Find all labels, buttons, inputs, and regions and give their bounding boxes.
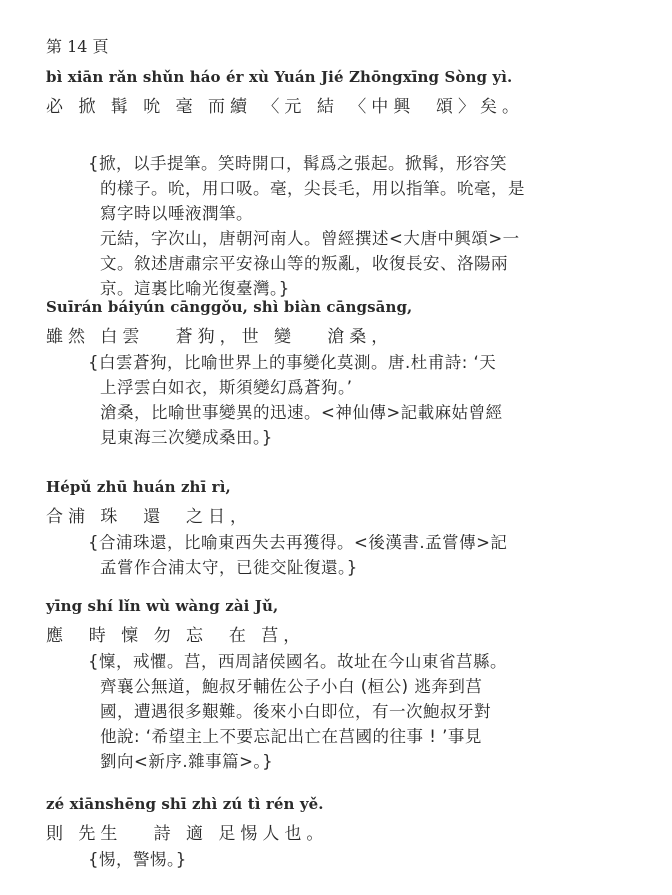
annotation-line: 的樣子。吮，用口吸。毫，尖長毛，用以指筆。吮毫，是 (100, 179, 525, 198)
annotation-line: 他說: ‘希望主上不要忘記出亡在莒國的往事 ! ’事見 (100, 727, 482, 746)
annotation-line: 孟嘗作合浦太守，已徙交阯復還。} (100, 558, 358, 577)
pinyin-line: bì xiān rǎn shǔn háo ér xù Yuán Jié Zhōngxīng Sòng yì. (46, 68, 513, 86)
annotation (88, 530, 648, 580)
annotation (88, 847, 648, 872)
annotation-line: 齊襄公無道，鮑叔牙輔佐公子小白 (桓公) 逃奔到莒 (100, 677, 483, 696)
hanzi-line: 合浦 珠 還 之日， (46, 507, 253, 527)
annotation-line: 國，遭遇很多艱難。後來小白即位，有一次鮑叔牙對 (100, 702, 491, 721)
annotation-line: 文。敘述唐肅宗平安祿山等的叛亂，收復長安、洛陽兩 (100, 254, 508, 273)
annotation-line: 寫字時以唾液潤筆。 (100, 204, 253, 223)
hanzi-line: 雖然 白雲 蒼狗，世 變 滄桑， (46, 327, 394, 347)
pinyin-line: Suīrán báiyún cānggǒu, shì biàn cāngsāng, (46, 298, 413, 316)
annotation (88, 649, 648, 774)
hanzi-line: 則 先生 詩 適 足惕人也。 (46, 824, 329, 844)
page-number: 第 14 頁 (46, 37, 109, 56)
hanzi-line: 必 掀 髯 吮 毫 而續 〈元 結 〈中興 頌〉矣。 (46, 97, 525, 117)
annotation (88, 151, 648, 301)
pinyin-line: yīng shí lǐn wù wàng zài Jǔ, (46, 597, 279, 615)
annotation-line: 元結，字次山，唐朝河南人。曾經撰述<大唐中興頌>一 (100, 229, 520, 248)
annotation-line: 上浮雲白如衣，斯須變幻爲蒼狗。’ (100, 378, 353, 397)
annotation-line: {合浦珠還，比喻東西失去再獲得。<後漢書.孟嘗傳>記 (88, 533, 508, 552)
annotation-line: 京。這裏比喻光復臺灣。} (100, 279, 290, 298)
annotation-line: 劉向<新序.雜事篇>。} (100, 752, 274, 771)
annotation-line: {掀，以手提筆。笑時開口，髯爲之張起。掀髯，形容笑 (88, 154, 507, 173)
annotation-line: {懍，戒懼。莒，西周諸侯國名。故址在今山東省莒縣。 (88, 652, 507, 671)
hanzi-line: 應 時 懍 勿 忘 在 莒， (46, 626, 306, 646)
annotation-line: {惕，警惕。} (88, 850, 187, 869)
pinyin-line: zé xiānshēng shī zhì zú tì rén yě. (46, 795, 324, 813)
annotation-line: {白雲蒼狗，比喻世界上的事變化莫測。唐.杜甫詩: ‘天 (88, 353, 497, 372)
annotation (88, 350, 648, 450)
pinyin-line: Hépǔ zhū huán zhī rì, (46, 478, 231, 496)
annotation-line: 滄桑，比喻世事變異的迅速。<神仙傳>記載麻姑曾經 (100, 403, 503, 422)
annotation-line: 見東海三次變成桑田。} (100, 428, 273, 447)
